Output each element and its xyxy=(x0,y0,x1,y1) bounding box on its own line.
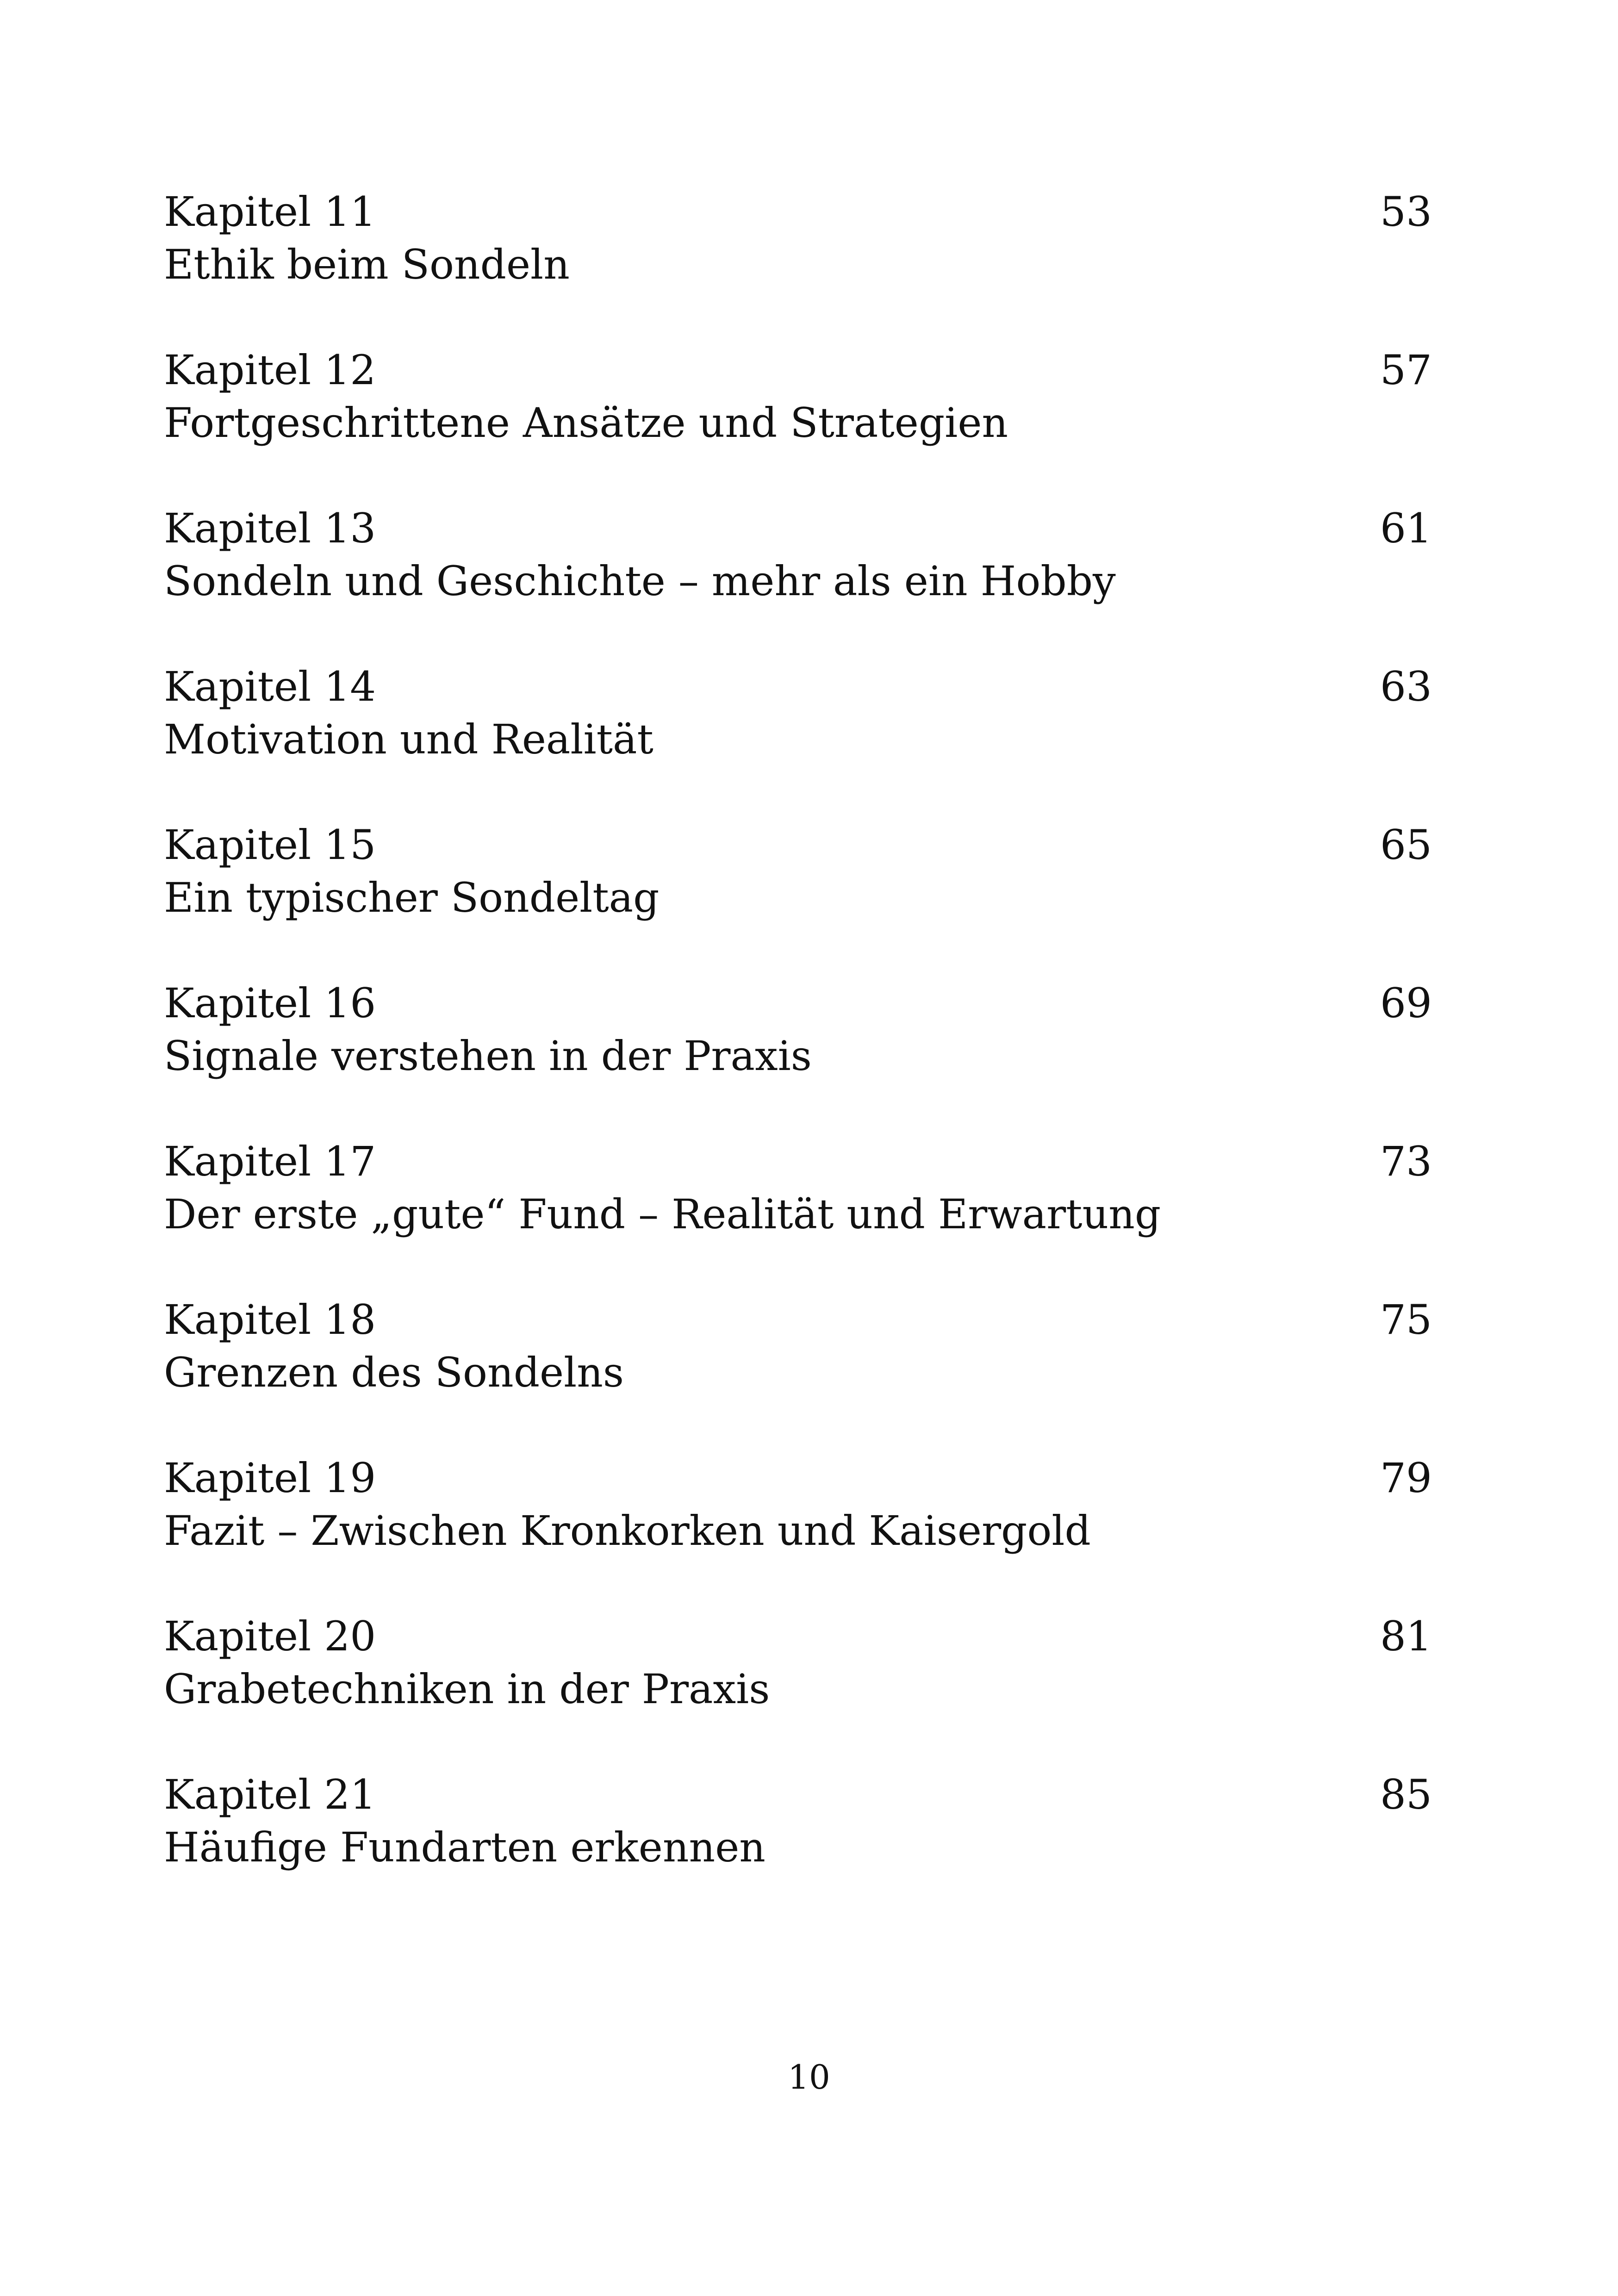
chapter-title: Ein typischer Sondeltag xyxy=(164,874,660,921)
toc-entry xyxy=(164,1135,1432,1293)
page-reference: 57 xyxy=(1380,346,1432,394)
chapter-label: Kapitel 11 xyxy=(164,188,376,236)
chapter-title: Häufige Fundarten erkennen xyxy=(164,1823,765,1871)
toc-entry xyxy=(164,502,1432,660)
page-reference: 65 xyxy=(1380,821,1432,869)
chapter-label: Kapitel 17 xyxy=(164,1138,376,1185)
page-reference: 81 xyxy=(1380,1612,1432,1660)
toc-entry xyxy=(164,1610,1432,1768)
chapter-title: Fazit – Zwischen Kronkorken und Kaisergold xyxy=(164,1507,1091,1555)
chapter-label: Kapitel 12 xyxy=(164,346,376,394)
chapter-label: Kapitel 14 xyxy=(164,663,376,710)
chapter-title: Der erste „gute“ Fund – Realität und Erwartung xyxy=(164,1190,1161,1238)
page-reference: 85 xyxy=(1380,1771,1432,1818)
chapter-title: Grenzen des Sondelns xyxy=(164,1349,624,1396)
chapter-title: Grabetechniken in der Praxis xyxy=(164,1665,770,1713)
chapter-title: Ethik beim Sondeln xyxy=(164,241,570,288)
chapter-title: Fortgeschrittene Ansätze und Strategien xyxy=(164,399,1008,447)
toc-entry xyxy=(164,1293,1432,1451)
toc-entry xyxy=(164,1451,1432,1610)
table-of-contents xyxy=(164,185,1432,1926)
chapter-label: Kapitel 21 xyxy=(164,1771,376,1818)
chapter-title: Sondeln und Geschichte – mehr als ein Hobby xyxy=(164,557,1116,605)
page-reference: 61 xyxy=(1380,504,1432,552)
toc-entry xyxy=(164,1768,1432,1926)
chapter-title: Signale verstehen in der Praxis xyxy=(164,1032,812,1080)
chapter-label: Kapitel 13 xyxy=(164,504,376,552)
chapter-label: Kapitel 15 xyxy=(164,821,376,869)
page-reference: 73 xyxy=(1380,1138,1432,1185)
chapter-title: Motivation und Realität xyxy=(164,716,653,763)
toc-entry xyxy=(164,818,1432,977)
page-number: 10 xyxy=(788,2058,830,2097)
page-reference: 63 xyxy=(1380,663,1432,710)
toc-entry xyxy=(164,660,1432,818)
toc-entry xyxy=(164,343,1432,502)
toc-entry xyxy=(164,977,1432,1135)
page-reference: 69 xyxy=(1380,979,1432,1027)
chapter-label: Kapitel 18 xyxy=(164,1296,376,1344)
page-reference: 79 xyxy=(1380,1454,1432,1502)
page-reference: 75 xyxy=(1380,1296,1432,1344)
chapter-label: Kapitel 19 xyxy=(164,1454,376,1502)
chapter-label: Kapitel 16 xyxy=(164,979,376,1027)
page-reference: 53 xyxy=(1380,188,1432,236)
toc-entry xyxy=(164,185,1432,343)
chapter-label: Kapitel 20 xyxy=(164,1612,376,1660)
